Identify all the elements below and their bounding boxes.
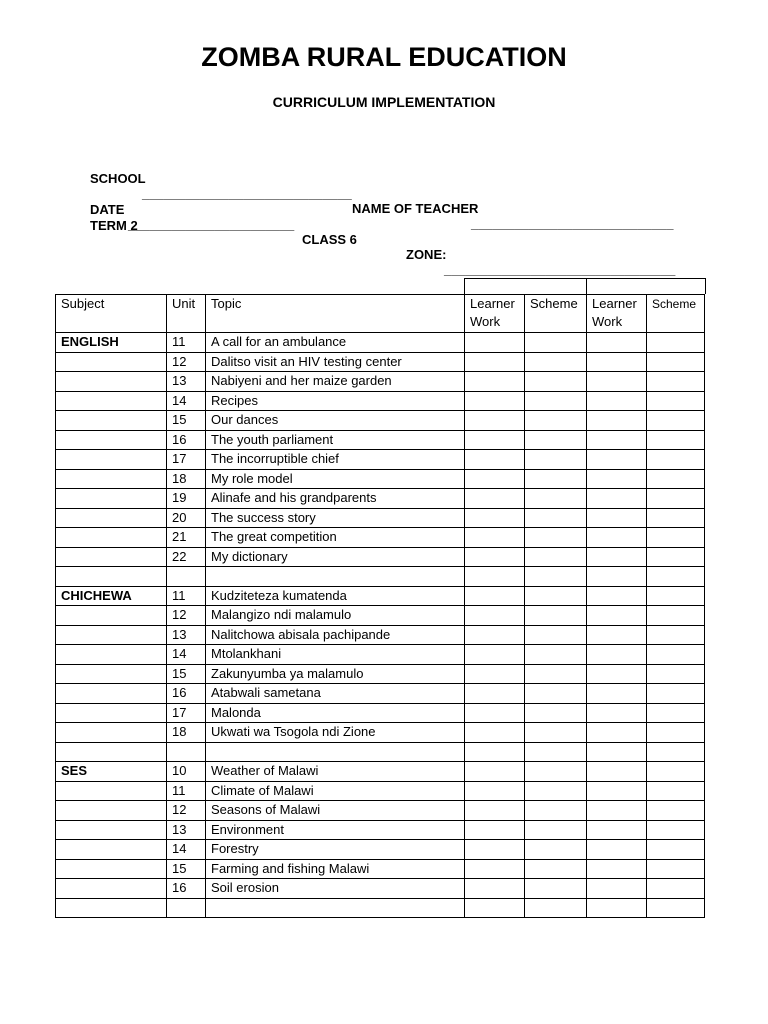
unit-cell: 21 [167, 528, 206, 548]
learner-work-2-cell[interactable] [587, 333, 647, 353]
scheme-1-cell[interactable] [525, 664, 587, 684]
learner-work-2-cell[interactable] [587, 372, 647, 392]
table-row [56, 762, 705, 782]
table-row [56, 352, 705, 372]
learner-work-1-cell[interactable] [465, 333, 525, 353]
subject-cell [56, 723, 167, 743]
scheme-2-cell[interactable] [647, 859, 705, 879]
table-row [56, 469, 705, 489]
learner-work-2-cell[interactable] [587, 528, 647, 548]
topic-cell: Nalitchowa abisala pachipande [206, 625, 465, 645]
topic-cell: Ukwati wa Tsogola ndi Zione [206, 723, 465, 743]
scheme-2-cell[interactable] [647, 898, 705, 918]
scheme-2-cell[interactable] [647, 372, 705, 392]
scheme-1-cell[interactable] [525, 450, 587, 470]
subject-cell [56, 703, 167, 723]
scheme-2-cell[interactable] [647, 528, 705, 548]
learner-work-1-cell[interactable] [465, 703, 525, 723]
topic-cell: My role model [206, 469, 465, 489]
scheme-1-cell[interactable] [525, 469, 587, 489]
learner-work-1-cell[interactable] [465, 450, 525, 470]
scheme-1-cell[interactable] [525, 352, 587, 372]
learner-work-1-cell[interactable] [465, 781, 525, 801]
learner-work-2-cell[interactable] [587, 820, 647, 840]
learner-work-1-cell[interactable] [465, 528, 525, 548]
learner-work-2-cell[interactable] [587, 762, 647, 782]
subject-cell [56, 781, 167, 801]
zone-field[interactable]: ________________________________ [444, 262, 676, 277]
teacher-field[interactable]: ____________________________ [471, 216, 674, 231]
table-row [56, 801, 705, 821]
table-row [56, 879, 705, 899]
learner-work-1-cell[interactable] [465, 411, 525, 431]
learner-work-2-cell[interactable] [587, 801, 647, 821]
unit-cell: 13 [167, 820, 206, 840]
learner-work-1-cell[interactable] [465, 372, 525, 392]
learner-work-1-cell[interactable] [465, 586, 525, 606]
topic-cell [206, 567, 465, 587]
topic-cell: Climate of Malawi [206, 781, 465, 801]
table-row [56, 898, 705, 918]
learner-work-2-cell[interactable] [587, 606, 647, 626]
term-label: TERM 2 [90, 218, 138, 233]
learner-work-1-cell[interactable] [465, 879, 525, 899]
subject-cell: ENGLISH [56, 333, 167, 353]
scheme-1-cell[interactable] [525, 703, 587, 723]
scheme-2-cell[interactable] [647, 547, 705, 567]
header-learner-work-2: Learner Work [587, 295, 647, 333]
table-row [56, 586, 705, 606]
date-field[interactable]: _______________________ [128, 217, 295, 232]
date-label: DATE [90, 202, 125, 217]
table-row [56, 606, 705, 626]
learner-work-1-cell[interactable] [465, 859, 525, 879]
learner-work-2-cell[interactable] [587, 664, 647, 684]
subject-cell [56, 645, 167, 665]
table-row [56, 684, 705, 704]
table-row [56, 781, 705, 801]
topic-cell: Recipes [206, 391, 465, 411]
subject-cell [56, 469, 167, 489]
learner-work-1-cell[interactable] [465, 489, 525, 509]
subject-cell [56, 489, 167, 509]
unit-cell: 19 [167, 489, 206, 509]
table-row [56, 489, 705, 509]
topic-cell: Dalitso visit an HIV testing center [206, 352, 465, 372]
unit-cell: 13 [167, 625, 206, 645]
learner-work-1-cell[interactable] [465, 723, 525, 743]
learner-work-1-cell[interactable] [465, 606, 525, 626]
subject-cell [56, 508, 167, 528]
learner-work-2-cell[interactable] [587, 781, 647, 801]
scheme-2-cell[interactable] [647, 450, 705, 470]
table-row [56, 411, 705, 431]
topic-cell: The incorruptible chief [206, 450, 465, 470]
top-box-1 [465, 279, 587, 295]
scheme-1-cell[interactable] [525, 723, 587, 743]
scheme-2-cell[interactable] [647, 606, 705, 626]
scheme-2-cell[interactable] [647, 489, 705, 509]
unit-cell: 14 [167, 645, 206, 665]
header-scheme-2: Scheme [647, 295, 705, 333]
subject-cell: CHICHEWA [56, 586, 167, 606]
scheme-1-cell[interactable] [525, 372, 587, 392]
unit-cell: 17 [167, 450, 206, 470]
unit-cell: 15 [167, 859, 206, 879]
learner-work-2-cell[interactable] [587, 879, 647, 899]
scheme-1-cell[interactable] [525, 430, 587, 450]
scheme-2-cell[interactable] [647, 664, 705, 684]
scheme-2-cell[interactable] [647, 684, 705, 704]
scheme-1-cell[interactable] [525, 684, 587, 704]
learner-work-2-cell[interactable] [587, 508, 647, 528]
unit-cell [167, 567, 206, 587]
learner-work-1-cell[interactable] [465, 391, 525, 411]
scheme-1-cell[interactable] [525, 606, 587, 626]
header-subject: Subject [56, 295, 167, 333]
scheme-1-cell[interactable] [525, 645, 587, 665]
scheme-1-cell[interactable] [525, 391, 587, 411]
learner-work-2-cell[interactable] [587, 391, 647, 411]
learner-work-1-cell[interactable] [465, 762, 525, 782]
subject-cell [56, 372, 167, 392]
scheme-2-cell[interactable] [647, 567, 705, 587]
unit-cell: 11 [167, 781, 206, 801]
topic-cell: Atabwali sametana [206, 684, 465, 704]
topic-cell [206, 898, 465, 918]
learner-work-2-cell[interactable] [587, 898, 647, 918]
scheme-2-cell[interactable] [647, 391, 705, 411]
page-subtitle: CURRICULUM IMPLEMENTATION [272, 94, 496, 110]
learner-work-1-cell[interactable] [465, 430, 525, 450]
table-row [56, 723, 705, 743]
top-box-2 [587, 279, 706, 295]
unit-cell: 10 [167, 762, 206, 782]
subject-cell: SES [56, 762, 167, 782]
unit-cell: 14 [167, 840, 206, 860]
scheme-2-cell[interactable] [647, 508, 705, 528]
header-learner-work-1: Learner Work [465, 295, 525, 333]
table-row [56, 625, 705, 645]
zone-label: ZONE: [406, 247, 447, 262]
scheme-1-cell[interactable] [525, 898, 587, 918]
learner-work-2-cell[interactable] [587, 411, 647, 431]
scheme-2-cell[interactable] [647, 840, 705, 860]
learner-work-1-cell[interactable] [465, 820, 525, 840]
page-title: ZOMBA RURAL EDUCATION [201, 42, 567, 72]
topic-cell: Alinafe and his grandparents [206, 489, 465, 509]
unit-cell: 12 [167, 801, 206, 821]
topic-cell: The youth parliament [206, 430, 465, 450]
subject-cell [56, 430, 167, 450]
learner-work-1-cell[interactable] [465, 801, 525, 821]
subject-cell [56, 742, 167, 762]
table-row [56, 742, 705, 762]
scheme-2-cell[interactable] [647, 430, 705, 450]
learner-work-1-cell[interactable] [465, 742, 525, 762]
topic-cell: Nabiyeni and her maize garden [206, 372, 465, 392]
scheme-1-cell[interactable] [525, 586, 587, 606]
table-row [56, 391, 705, 411]
unit-cell [167, 898, 206, 918]
subject-cell [56, 820, 167, 840]
unit-cell: 14 [167, 391, 206, 411]
table-row [56, 703, 705, 723]
table-row [56, 840, 705, 860]
scheme-2-cell[interactable] [647, 469, 705, 489]
learner-work-1-cell[interactable] [465, 645, 525, 665]
learner-work-2-cell[interactable] [587, 352, 647, 372]
scheme-2-cell[interactable] [647, 352, 705, 372]
subject-cell [56, 411, 167, 431]
scheme-2-cell[interactable] [647, 411, 705, 431]
learner-work-1-cell[interactable] [465, 664, 525, 684]
scheme-1-cell[interactable] [525, 781, 587, 801]
unit-cell: 16 [167, 430, 206, 450]
learner-work-2-cell[interactable] [587, 567, 647, 587]
scheme-2-cell[interactable] [647, 820, 705, 840]
topic-cell: Weather of Malawi [206, 762, 465, 782]
subject-cell [56, 625, 167, 645]
table-header-row [56, 295, 705, 333]
scheme-2-cell[interactable] [647, 801, 705, 821]
subject-cell [56, 879, 167, 899]
table-row [56, 450, 705, 470]
topic-cell: Our dances [206, 411, 465, 431]
scheme-2-cell[interactable] [647, 762, 705, 782]
header-top-boxes [464, 278, 706, 294]
topic-cell [206, 742, 465, 762]
topic-cell: My dictionary [206, 547, 465, 567]
scheme-1-cell[interactable] [525, 820, 587, 840]
topic-cell: Soil erosion [206, 879, 465, 899]
unit-cell: 22 [167, 547, 206, 567]
topic-cell: A call for an ambulance [206, 333, 465, 353]
topic-cell: Kudziteteza kumatenda [206, 586, 465, 606]
topic-cell: The great competition [206, 528, 465, 548]
subject-cell [56, 840, 167, 860]
scheme-2-cell[interactable] [647, 703, 705, 723]
topic-cell: Malonda [206, 703, 465, 723]
header-topic: Topic [206, 295, 465, 333]
subject-cell [56, 898, 167, 918]
subject-cell [56, 664, 167, 684]
table-row [56, 528, 705, 548]
unit-cell: 20 [167, 508, 206, 528]
scheme-1-cell[interactable] [525, 762, 587, 782]
table-row [56, 820, 705, 840]
school-field[interactable]: _____________________________ [142, 186, 352, 201]
unit-cell: 18 [167, 723, 206, 743]
table-row [56, 859, 705, 879]
scheme-1-cell[interactable] [525, 547, 587, 567]
learner-work-1-cell[interactable] [465, 567, 525, 587]
topic-cell: Zakunyumba ya malamulo [206, 664, 465, 684]
topic-cell: Mtolankhani [206, 645, 465, 665]
topic-cell: Environment [206, 820, 465, 840]
topic-cell: The success story [206, 508, 465, 528]
learner-work-1-cell[interactable] [465, 547, 525, 567]
learner-work-2-cell[interactable] [587, 547, 647, 567]
scheme-2-cell[interactable] [647, 586, 705, 606]
unit-cell: 18 [167, 469, 206, 489]
learner-work-2-cell[interactable] [587, 859, 647, 879]
table-row [56, 664, 705, 684]
scheme-1-cell[interactable] [525, 742, 587, 762]
subject-cell [56, 352, 167, 372]
subject-cell [56, 859, 167, 879]
school-label: SCHOOL [90, 171, 146, 186]
topic-cell: Malangizo ndi malamulo [206, 606, 465, 626]
unit-cell: 15 [167, 411, 206, 431]
scheme-2-cell[interactable] [647, 742, 705, 762]
learner-work-1-cell[interactable] [465, 508, 525, 528]
subject-cell [56, 684, 167, 704]
table-row [56, 645, 705, 665]
unit-cell: 11 [167, 333, 206, 353]
scheme-1-cell[interactable] [525, 859, 587, 879]
learner-work-1-cell[interactable] [465, 840, 525, 860]
scheme-2-cell[interactable] [647, 333, 705, 353]
topic-cell: Seasons of Malawi [206, 801, 465, 821]
scheme-1-cell[interactable] [525, 801, 587, 821]
learner-work-1-cell[interactable] [465, 625, 525, 645]
scheme-2-cell[interactable] [647, 879, 705, 899]
unit-cell: 11 [167, 586, 206, 606]
learner-work-2-cell[interactable] [587, 430, 647, 450]
scheme-1-cell[interactable] [525, 840, 587, 860]
header-unit: Unit [167, 295, 206, 333]
table-row [56, 333, 705, 353]
header-scheme-1: Scheme [525, 295, 587, 333]
scheme-1-cell[interactable] [525, 508, 587, 528]
unit-cell: 12 [167, 606, 206, 626]
subject-cell [56, 606, 167, 626]
unit-cell: 17 [167, 703, 206, 723]
scheme-2-cell[interactable] [647, 645, 705, 665]
scheme-1-cell[interactable] [525, 879, 587, 899]
learner-work-2-cell[interactable] [587, 645, 647, 665]
scheme-1-cell[interactable] [525, 625, 587, 645]
unit-cell: 12 [167, 352, 206, 372]
teacher-label: NAME OF TEACHER [352, 201, 479, 216]
table-row [56, 372, 705, 392]
scheme-1-cell[interactable] [525, 528, 587, 548]
subject-cell [56, 528, 167, 548]
scheme-1-cell[interactable] [525, 411, 587, 431]
curriculum-table [55, 294, 705, 918]
scheme-2-cell[interactable] [647, 723, 705, 743]
table-row [56, 430, 705, 450]
learner-work-1-cell[interactable] [465, 469, 525, 489]
subject-cell [56, 450, 167, 470]
unit-cell: 15 [167, 664, 206, 684]
learner-work-2-cell[interactable] [587, 625, 647, 645]
scheme-1-cell[interactable] [525, 489, 587, 509]
learner-work-2-cell[interactable] [587, 586, 647, 606]
learner-work-2-cell[interactable] [587, 723, 647, 743]
topic-cell: Farming and fishing Malawi [206, 859, 465, 879]
learner-work-2-cell[interactable] [587, 469, 647, 489]
unit-cell: 13 [167, 372, 206, 392]
learner-work-2-cell[interactable] [587, 450, 647, 470]
class-label: CLASS 6 [302, 232, 357, 247]
unit-cell [167, 742, 206, 762]
subject-cell [56, 567, 167, 587]
scheme-2-cell[interactable] [647, 625, 705, 645]
learner-work-2-cell[interactable] [587, 840, 647, 860]
scheme-1-cell[interactable] [525, 333, 587, 353]
learner-work-1-cell[interactable] [465, 352, 525, 372]
subject-cell [56, 801, 167, 821]
table-row [56, 567, 705, 587]
subject-cell [56, 391, 167, 411]
learner-work-1-cell[interactable] [465, 898, 525, 918]
unit-cell: 16 [167, 684, 206, 704]
scheme-2-cell[interactable] [647, 781, 705, 801]
subject-cell [56, 547, 167, 567]
learner-work-2-cell[interactable] [587, 489, 647, 509]
scheme-1-cell[interactable] [525, 567, 587, 587]
learner-work-1-cell[interactable] [465, 684, 525, 704]
learner-work-2-cell[interactable] [587, 703, 647, 723]
topic-cell: Forestry [206, 840, 465, 860]
learner-work-2-cell[interactable] [587, 742, 647, 762]
unit-cell: 16 [167, 879, 206, 899]
learner-work-2-cell[interactable] [587, 684, 647, 704]
table-row [56, 547, 705, 567]
table-row [56, 508, 705, 528]
